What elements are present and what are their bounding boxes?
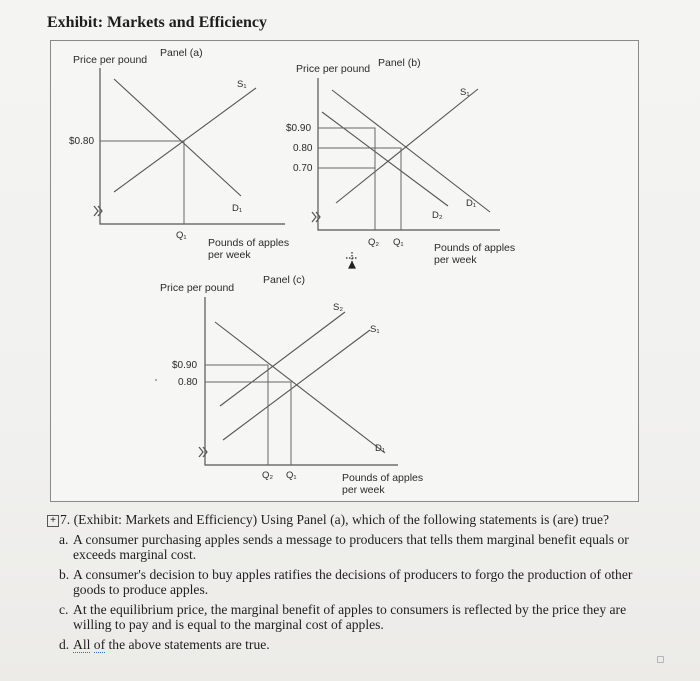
panel-c-supply-label-s1: S₁: [370, 324, 380, 335]
option-c-text: At the equilibrium price, the marginal benefit of apples to consumers is reflected by the price they are willing to pay and is equal to the marginal cost of apples.: [73, 602, 627, 632]
corner-square-icon: [657, 656, 664, 663]
option-a-letter: a.: [59, 532, 69, 547]
panel-c-guide-080: [205, 382, 291, 465]
question-stem: [47, 512, 647, 527]
option-d-word-of: of: [93, 637, 106, 652]
panel-a: [69, 47, 289, 261]
panel-c-title: Panel (c): [263, 274, 306, 286]
panel-a-axis-break: [94, 206, 102, 216]
option-a-text: A consumer purchasing apples sends a message to producers that tells them marginal benefit equals or exceeds marginal cost.: [73, 532, 629, 562]
option-c-letter: c.: [59, 602, 69, 617]
panel-c-xlabel-line1: Pounds of apples: [342, 472, 424, 484]
panel-c-demand-label: D₁: [375, 443, 386, 454]
panel-a-price-tick: $0.80: [69, 136, 95, 147]
option-a[interactable]: [59, 532, 647, 562]
option-b-letter: b.: [59, 567, 70, 582]
panel-c: [155, 274, 423, 496]
panel-b-quantity-tick-q1: Q₁: [393, 237, 404, 248]
panel-c-ylabel: Price per pound: [160, 282, 235, 294]
panel-a-equilibrium-guides: [100, 141, 184, 224]
panel-b-xlabel-line1: Pounds of apples: [434, 242, 516, 254]
panel-b-price-tick-080: 0.80: [293, 143, 313, 154]
panel-c-axis-break: [199, 447, 207, 457]
option-d-word-all: All: [73, 637, 91, 652]
panel-a-xlabel-line1: Pounds of apples: [208, 237, 290, 249]
panel-c-price-tick-080: 0.80: [178, 377, 198, 388]
panel-b-demand-label-d1: D₁: [466, 198, 477, 209]
expand-plus-icon[interactable]: +: [47, 515, 59, 527]
panel-c-quantity-tick-q1: Q₁: [286, 470, 297, 481]
panel-b-xlabel-line2: per week: [434, 254, 477, 266]
panel-c-supply-curve-s2: [220, 312, 345, 406]
panel-c-guide-090: [205, 365, 268, 465]
panel-a-ylabel: Price per pound: [73, 54, 148, 66]
panel-b-axis-break: [312, 212, 320, 222]
panel-b-ylabel: Price per pound: [296, 63, 371, 75]
panel-b: [286, 57, 515, 266]
panel-b-quantity-tick-q2: Q₂: [368, 237, 380, 248]
panel-a-title: Panel (a): [160, 47, 203, 59]
panel-c-xlabel-line2: per week: [342, 484, 385, 496]
option-c[interactable]: [59, 602, 647, 632]
panel-c-price-tick-090: $0.90: [172, 360, 198, 371]
question-block: [47, 512, 647, 652]
panel-c-quantity-tick-q2: Q₂: [262, 470, 274, 481]
cursor-icon: [346, 252, 358, 268]
panel-b-demand-label-d2: D₂: [432, 210, 443, 221]
panel-a-quantity-tick: Q₁: [176, 230, 187, 241]
option-b-text: A consumer's decision to buy apples ratifies the decisions of producers to forgo the production of other goods to produce apples.: [73, 567, 633, 597]
panel-b-title: Panel (b): [378, 57, 421, 69]
panel-a-xlabel-line2: per week: [208, 249, 251, 261]
question-text: (Exhibit: Markets and Efficiency) Using Panel (a), which of the following statements is (are) true?: [73, 512, 610, 527]
panel-a-supply-label: S₁: [237, 79, 247, 90]
option-d[interactable]: [59, 637, 647, 652]
question-number: 7.: [60, 512, 71, 527]
exhibit-title: Exhibit: Markets and Efficiency: [47, 14, 267, 31]
option-d-letter: d.: [59, 637, 70, 652]
panel-c-demand-curve: [215, 322, 385, 453]
panel-b-supply-label: S₁: [460, 87, 470, 98]
panel-b-demand-curve-d2: [322, 112, 448, 206]
stray-dot: [155, 379, 157, 381]
panel-b-price-tick-070: 0.70: [293, 163, 313, 174]
panel-a-demand-label: D₁: [232, 203, 243, 214]
panel-a-supply-curve: [114, 88, 256, 192]
panel-b-demand-curve-d1: [332, 90, 490, 212]
panel-b-price-tick-090: $0.90: [286, 123, 312, 134]
panel-c-supply-label-s2: S₂: [333, 302, 344, 313]
option-b[interactable]: [59, 567, 647, 597]
option-d-text: the above statements are true.: [108, 637, 270, 652]
